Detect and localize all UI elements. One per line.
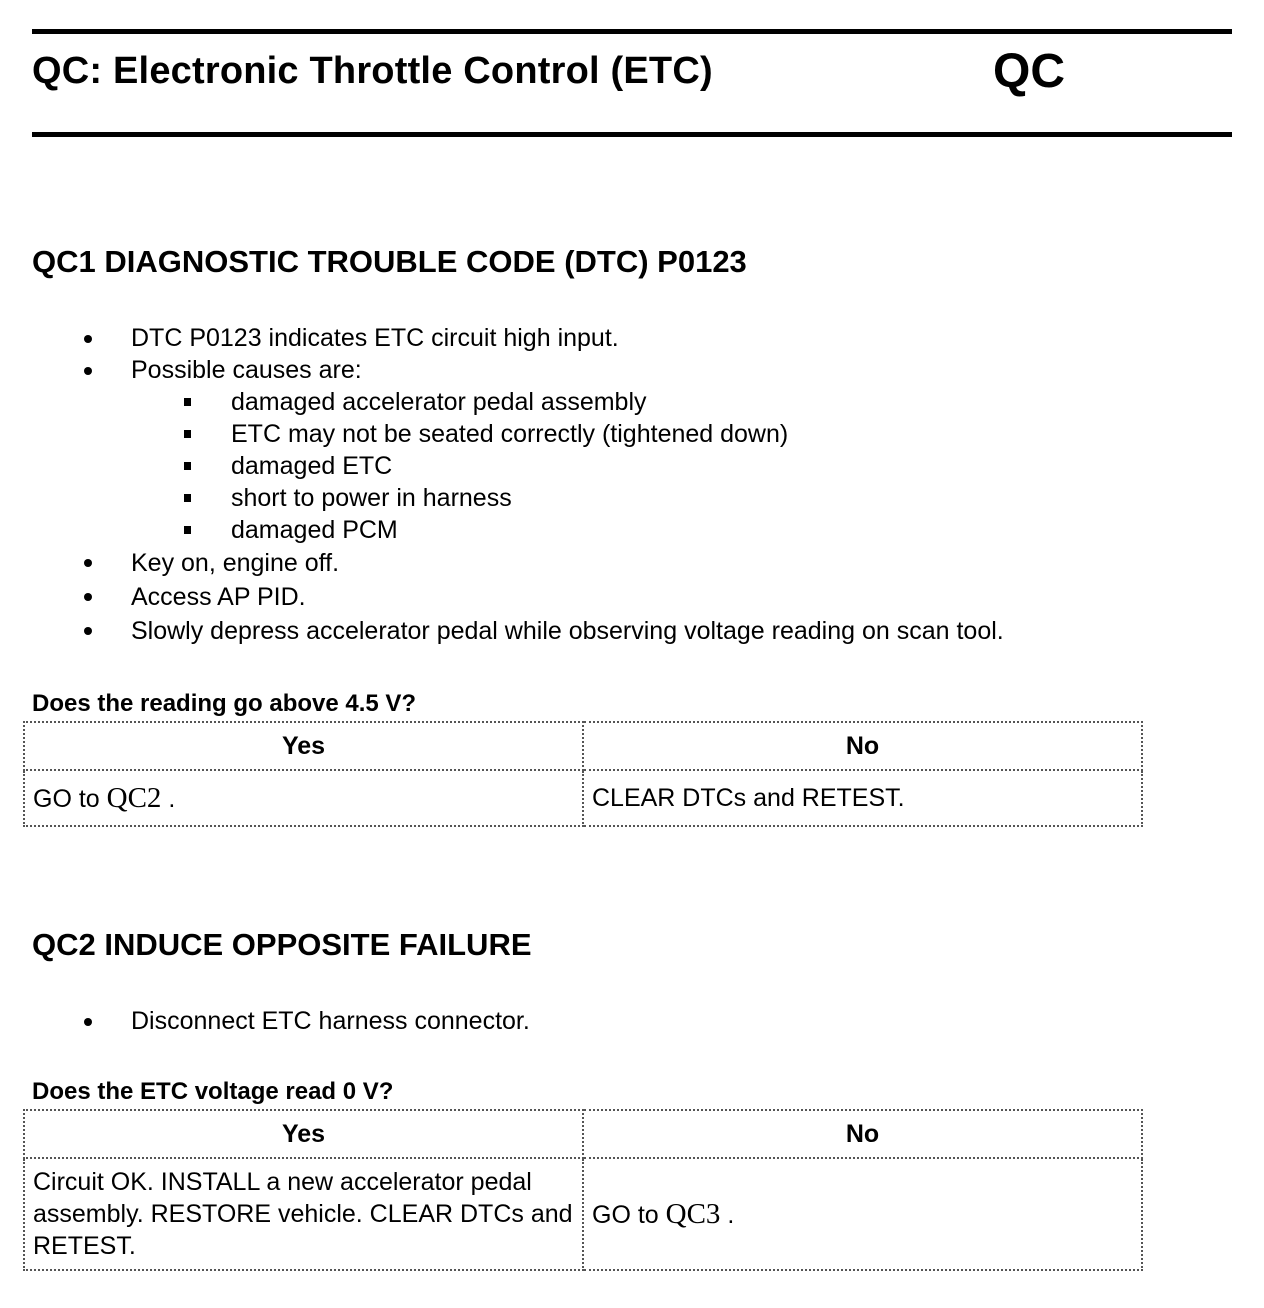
- no-cell: [583, 1158, 1142, 1270]
- table-row: [24, 1158, 1142, 1270]
- header-top-rule: [32, 29, 1232, 34]
- section-code-tag: QC: [993, 45, 1065, 98]
- header-bottom-rule: [32, 132, 1232, 137]
- list-item: ETC may not be seated correctly (tightened down): [0, 418, 1004, 450]
- list-item: DTC P0123 indicates ETC circuit high input.: [0, 322, 1004, 354]
- no-prefix: GO to: [592, 1200, 666, 1229]
- table-row: [24, 1110, 1142, 1158]
- list-item: Access AP PID.: [0, 580, 1004, 614]
- no-cell: CLEAR DTCs and RETEST.: [583, 770, 1142, 826]
- qc2-question: Does the ETC voltage read 0 V?: [32, 1078, 394, 1105]
- go-to-qc3-link[interactable]: QC3: [665, 1197, 721, 1230]
- list-item: damaged PCM: [0, 514, 1004, 546]
- list-item: Key on, engine off.: [0, 546, 1004, 580]
- table-row: [24, 722, 1142, 770]
- qc1-bullet-list: [0, 322, 1004, 648]
- page-title: QC: Electronic Throttle Control (ETC): [32, 50, 713, 92]
- no-suffix: .: [720, 1200, 735, 1229]
- qc2-bullet-list: [0, 1005, 530, 1037]
- yes-suffix: .: [161, 784, 176, 813]
- list-item: damaged ETC: [0, 450, 1004, 482]
- qc2-heading: QC2 INDUCE OPPOSITE FAILURE: [32, 927, 532, 962]
- yes-header: Yes: [24, 1110, 583, 1158]
- table-row: [24, 770, 1142, 826]
- qc1-heading: QC1 DIAGNOSTIC TROUBLE CODE (DTC) P0123: [32, 244, 747, 279]
- list-item: damaged accelerator pedal assembly: [0, 386, 1004, 418]
- yes-cell: Circuit OK. INSTALL a new accelerator pedal assembly. RESTORE vehicle. CLEAR DTCs and RETEST.: [24, 1158, 583, 1270]
- yes-prefix: GO to: [33, 784, 107, 813]
- yes-cell: [24, 770, 583, 826]
- go-to-qc2-link[interactable]: QC2: [106, 781, 162, 814]
- list-item: Slowly depress accelerator pedal while observing voltage reading on scan tool.: [0, 614, 1004, 648]
- no-header: No: [583, 722, 1142, 770]
- no-header: No: [583, 1110, 1142, 1158]
- list-item: Possible causes are:: [0, 354, 1004, 386]
- qc2-decision-table: [23, 1109, 1143, 1271]
- qc1-question: Does the reading go above 4.5 V?: [32, 690, 417, 717]
- list-item: short to power in harness: [0, 482, 1004, 514]
- yes-header: Yes: [24, 722, 583, 770]
- list-item: Disconnect ETC harness connector.: [0, 1005, 530, 1037]
- qc1-decision-table: [23, 721, 1143, 827]
